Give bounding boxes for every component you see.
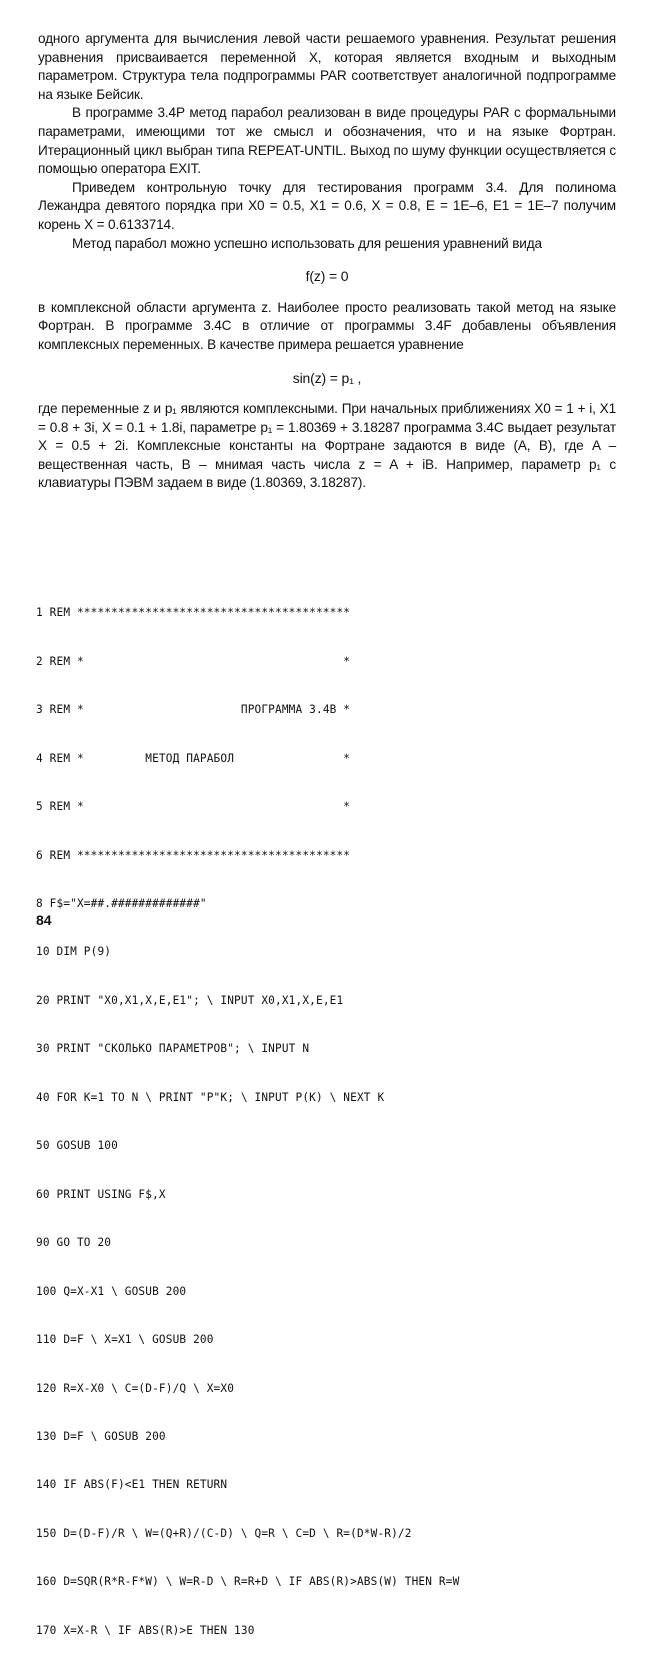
code-line: 2 REM * * bbox=[36, 654, 351, 668]
code-line: 1 REM **************************************** bbox=[36, 606, 351, 620]
paragraph-2: В программе 3.4Р метод парабол реализован в виде процедуры PAR с формальными параметрами, имеющими тот же смысл и обозначения, что и на языке Фортран. Итерационный цикл выбран типа REPEAT-UNTIL. Выход по шуму функции осуществляется с помощью оператора EXIT. bbox=[38, 105, 616, 177]
code-line: 100 Q=X-X1 \ GOSUB 200 bbox=[36, 1284, 187, 1298]
code-line: 120 R=X-X0 \ C=(D-F)/Q \ X=X0 bbox=[36, 1381, 235, 1395]
code-line: 20 PRINT "X0,X1,X,E,E1"; \ INPUT X0,X1,X,E,E1 bbox=[36, 993, 344, 1007]
paragraph-6: где переменные z и p₁ являются комплексными. При начальных приближениях X0 = 1 + i, X1 = 0.8 + 3i, X = 0.1 + 1.8i, параметре p₁ = 1.80369 + 3.18287 программа 3.4С выдает результат X = 0.5 + 2i. Комплексные константы на Фортране задаются в виде (A, B), где A – вещественная часть, B – мнимая часть числа z = A + iB. Например, параметр p₁ с клавиатуры ПЭВМ задаем в виде (1.80369, 3.18287). bbox=[38, 401, 616, 491]
formula-equation: f(z) = 0 bbox=[305, 268, 349, 285]
code-line: 110 D=F \ X=X1 \ GOSUB 200 bbox=[36, 1333, 214, 1347]
code-line: 8 F$="X=##.#############" bbox=[36, 897, 207, 911]
paragraph-3: Приведем контрольную точку для тестирования программ 3.4. Для полинома Лежандра девятого порядка при X0 = 0.5, X1 = 0.6, X = 0.8, E = 1E–6, E1 = 1E–7 получим корень X = 0.6133714. bbox=[38, 179, 616, 232]
code-line: 10 DIM P(9) bbox=[36, 945, 112, 959]
code-line: 60 PRINT USING F$,X bbox=[36, 1187, 166, 1201]
body-text bbox=[38, 30, 616, 493]
code-line: 40 FOR K=1 TO N \ PRINT "P"K; \ INPUT P(K) \ NEXT K bbox=[36, 1090, 385, 1104]
formula-sin-equation: sin(z) = p₁ , bbox=[292, 369, 362, 386]
paragraph-5: в комплексной области аргумента z. Наиболее просто реализовать такой метод на языке Фортран. В программе 3.4С в отличие от программы 3.4F добавлены объявления комплексных переменных. В качестве примера решается уравнение bbox=[38, 299, 616, 352]
code-line: 50 GOSUB 100 bbox=[36, 1139, 118, 1153]
code-line: 170 X=X-R \ IF ABS(R)>E THEN 130 bbox=[36, 1623, 255, 1637]
code-line: 130 D=F \ GOSUB 200 bbox=[36, 1430, 166, 1444]
paragraph-1: одного аргумента для вычисления левой части решаемого уравнения. Результат решения уравнения присваивается переменной X, которая является входным и выходным параметром. Структура тела подпрограммы PAR соответствует аналогичной подпрограмме на языке Бейсик. bbox=[38, 31, 616, 102]
code-line: 3 REM * ПРОГРАММА 3.4B * bbox=[36, 703, 351, 717]
code-line: 150 D=(D-F)/R \ W=(Q+R)/(C-D) \ Q=R \ C=D \ R=(D*W-R)/2 bbox=[36, 1526, 412, 1540]
code-line: 90 GO TO 20 bbox=[36, 1236, 112, 1250]
paragraph-4: Метод парабол можно успешно использовать для решения уравнений вида bbox=[72, 235, 542, 251]
code-line: 140 IF ABS(F)<E1 THEN RETURN bbox=[36, 1478, 228, 1492]
code-line: 4 REM * МЕТОД ПАРАБОЛ * bbox=[36, 751, 351, 765]
code-line: 5 REM * * bbox=[36, 800, 351, 814]
code-line: 30 PRINT "СКОЛЬКО ПАРАМЕТРОВ"; \ INPUT N bbox=[36, 1042, 310, 1056]
page-number: 84 bbox=[36, 912, 52, 928]
basic-program-listing bbox=[36, 573, 636, 1671]
code-line: 160 D=SQR(R*R-F*W) \ W=R-D \ R=R+D \ IF ABS(R)>ABS(W) THEN R=W bbox=[36, 1575, 460, 1589]
code-line: 6 REM **************************************** bbox=[36, 848, 351, 862]
